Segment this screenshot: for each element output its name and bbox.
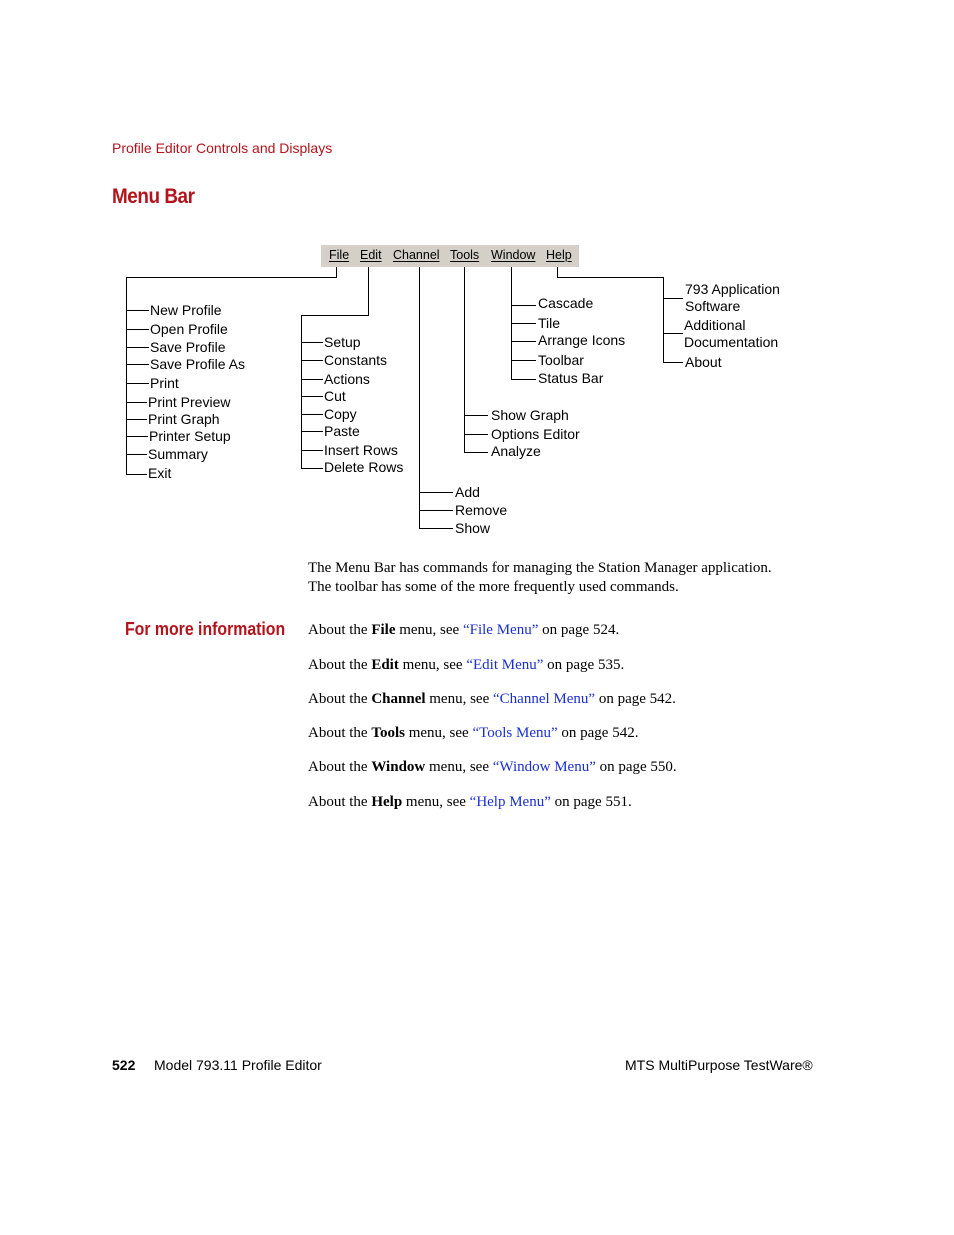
reference-item: About the Help menu, see “Help Menu” on page 551.: [308, 794, 632, 810]
file-menu-link[interactable]: “File Menu”: [462, 622, 539, 638]
page-number: 522: [112, 1057, 136, 1073]
window-item: Arrange Icons: [538, 332, 626, 348]
footer-right-title: MTS MultiPurpose TestWare®: [625, 1057, 813, 1073]
edit-item: Paste: [324, 423, 360, 439]
intro-line-2: The toolbar has some of the more frequently used commands.: [308, 579, 679, 595]
menu-edit: Edit: [360, 248, 382, 262]
edit-item: Delete Rows: [324, 459, 404, 475]
channel-item: Add: [455, 484, 480, 500]
edit-item: Setup: [324, 334, 361, 350]
tools-item: Options Editor: [491, 426, 580, 442]
connector: [557, 277, 664, 278]
window-item: Status Bar: [538, 370, 604, 386]
connector: [301, 315, 302, 469]
channel-item: Show: [455, 520, 491, 536]
menu-bar: [321, 245, 579, 267]
reference-item: About the Tools menu, see “Tools Menu” on page 542.: [308, 725, 639, 741]
window-item: Cascade: [538, 295, 594, 311]
menu-file: File: [329, 248, 350, 262]
menu-window: Window: [491, 248, 536, 262]
tools-menu-link[interactable]: “Tools Menu”: [472, 725, 558, 741]
connector: [368, 267, 369, 316]
intro-line-1: The Menu Bar has commands for managing the Station Manager application.: [308, 560, 772, 576]
help-item: Additional: [684, 317, 746, 333]
window-item: Tile: [538, 315, 561, 331]
file-item: Print Graph: [148, 411, 220, 427]
connector: [126, 277, 127, 475]
connector: [126, 277, 337, 278]
window-menu-link[interactable]: “Window Menu”: [492, 759, 596, 775]
file-item: Open Profile: [150, 321, 228, 337]
connector: [301, 315, 369, 316]
edit-menu-link[interactable]: “Edit Menu”: [466, 657, 544, 673]
menu-tools: Tools: [450, 248, 480, 262]
help-menu-link[interactable]: “Help Menu”: [469, 794, 551, 810]
tools-item: Analyze: [491, 443, 541, 459]
connector: [663, 277, 664, 363]
help-item: About: [685, 354, 722, 370]
channel-menu-link[interactable]: “Channel Menu”: [493, 691, 596, 707]
reference-item: About the File menu, see “File Menu” on page 524.: [308, 622, 620, 638]
file-item: Summary: [148, 446, 208, 462]
help-item: Documentation: [684, 334, 779, 350]
file-item: Print Preview: [148, 394, 231, 410]
connector: [419, 267, 420, 529]
page-title: Menu Bar: [112, 185, 195, 208]
breadcrumb: Profile Editor Controls and Displays: [112, 140, 333, 156]
edit-item: Constants: [324, 352, 388, 368]
menu-channel: Channel: [393, 248, 440, 262]
file-item: Save Profile As: [150, 356, 245, 372]
connector: [464, 267, 465, 453]
edit-item: Actions: [324, 371, 370, 387]
file-item: Save Profile: [150, 339, 226, 355]
file-item: Printer Setup: [149, 428, 231, 444]
help-item: 793 Application: [685, 281, 780, 297]
edit-item: Cut: [324, 388, 346, 404]
file-item: Print: [150, 375, 179, 391]
window-item: Toolbar: [538, 352, 584, 368]
reference-item: About the Channel menu, see “Channel Menu” on page 542.: [308, 691, 676, 707]
file-item: New Profile: [150, 302, 222, 318]
channel-item: Remove: [455, 502, 508, 518]
tools-item: Show Graph: [491, 407, 569, 423]
edit-item: Insert Rows: [324, 442, 398, 458]
footer-left-title: Model 793.11 Profile Editor: [154, 1057, 322, 1073]
reference-item: About the Edit menu, see “Edit Menu” on page 535.: [308, 657, 625, 673]
edit-item: Copy: [324, 406, 357, 422]
file-item: Exit: [148, 465, 172, 481]
menu-help: Help: [546, 248, 572, 262]
help-item: Software: [685, 298, 741, 314]
more-info-heading: For more information: [125, 619, 286, 639]
reference-item: About the Window menu, see “Window Menu” on page 550.: [308, 759, 677, 775]
